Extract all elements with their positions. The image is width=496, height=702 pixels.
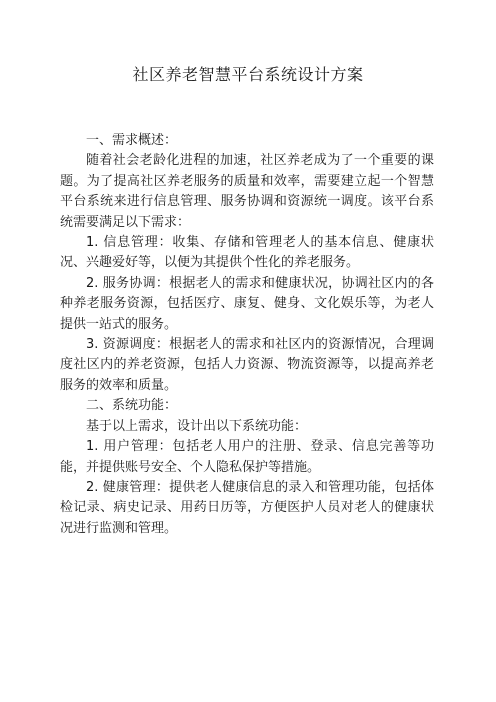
- list-item-info-management: 1. 信息管理：收集、存储和管理老人的基本信息、健康状况、兴趣爱好等，以便为其提供个性化的养老服务。: [60, 235, 434, 271]
- list-item-service-coordination: 2. 服务协调：根据老人的需求和健康状况，协调社区内的各种养老服务资源，包括医疗、康复、健身、文化娱乐等，为老人提供一站式的服务。: [60, 275, 434, 332]
- section-heading-requirements: 一、需求概述：: [86, 133, 178, 148]
- list-item-health-management: 2. 健康管理：提供老人健康信息的录入和管理功能，包括体检记录、病史记录、用药日历等，方便医护人员对老人的健康状况进行监测和管理。: [60, 479, 434, 536]
- list-item-resource-scheduling: 3. 资源调度：根据老人的需求和社区内的资源情况，合理调度社区内的养老资源，包括人力资源、物流资源等，以提高养老服务的效率和质量。: [60, 337, 434, 393]
- list-item-user-management: 1. 用户管理：包括老人用户的注册、登录、信息完善等功能，并提供账号安全、个人隐私保护等措施。: [60, 439, 434, 475]
- document-title: 社区养老智慧平台系统设计方案: [132, 65, 364, 84]
- paragraph-functions-intro: 基于以上需求，设计出以下系统功能：: [86, 418, 308, 434]
- section-heading-functions: 二、系统功能：: [86, 398, 178, 414]
- paragraph-requirements-intro: 随着社会老龄化进程的加速，社区养老成为了一个重要的课题。为了提高社区养老服务的质量和效率，需要建立起一个智慧平台系统来进行信息管理、服务协调和资源统一调度。该平台系统需要满足以下需求：: [60, 153, 434, 230]
- document-body: [60, 131, 434, 539]
